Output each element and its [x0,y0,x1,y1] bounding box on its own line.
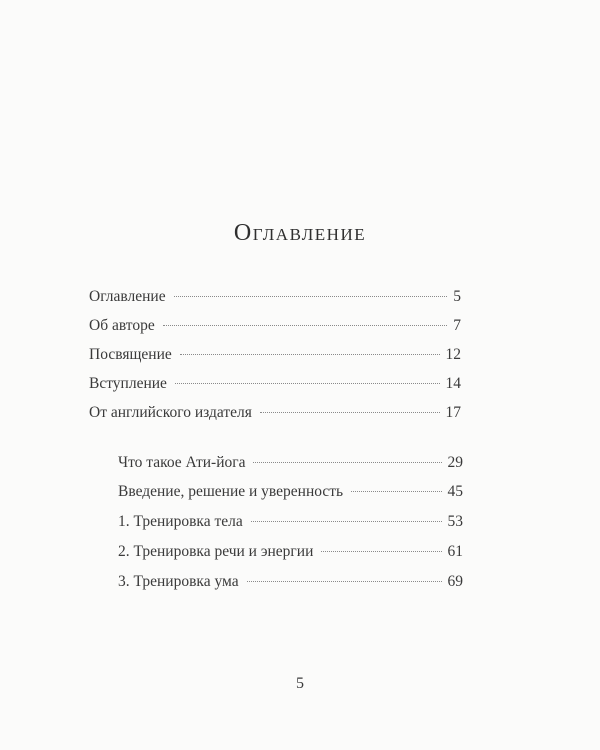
dot-leader [247,581,442,582]
toc-entry-label: Посвящение [89,346,172,363]
toc-entry-label: Вступление [89,375,167,392]
dot-leader [163,325,448,326]
toc-entry-page: 7 [453,317,461,334]
toc-entry-page: 12 [445,346,461,363]
page-title: Оглавление [233,220,367,246]
toc-entry-label: Что такое Ати-йога [118,454,246,471]
toc-entry-label: Оглавление [89,288,166,305]
dot-leader [253,462,441,463]
dot-leader [175,383,440,384]
toc-entry-page: 5 [453,288,461,305]
toc-entry-page: 45 [447,483,463,500]
toc-entry-page: 69 [447,573,463,590]
toc-entry-page: 17 [445,404,461,421]
toc-subentry [118,543,463,565]
toc-entry-label: Введение, решение и уверенность [118,483,344,500]
toc-entry-page: 29 [447,454,463,471]
toc-subentry [118,483,463,505]
toc-entry-label: 3. Тренировка ума [118,573,239,590]
toc-entry-label: 1. Тренировка тела [118,513,243,530]
toc-entry-label: 2. Тренировка речи и энергии [118,543,314,560]
toc-entry [89,317,461,339]
dot-leader [260,412,440,413]
toc-entry [89,404,461,426]
toc-entry [89,375,461,397]
toc-entry [89,346,461,368]
dot-leader [351,491,441,492]
toc-subentry [118,454,463,476]
toc-entry [89,288,461,310]
toc-entry-page: 61 [447,543,463,560]
toc-entry-label: От английского издателя [89,404,252,421]
toc-entry-page: 14 [445,375,461,392]
dot-leader [174,296,448,297]
dot-leader [180,354,440,355]
toc-subentry [118,513,463,535]
toc-entry-page: 53 [447,513,463,530]
toc-subentry [118,573,463,595]
dot-leader [251,521,442,522]
dot-leader [321,551,441,552]
page-number: 5 [296,675,304,692]
toc-entry-label: Об авторе [89,317,155,334]
